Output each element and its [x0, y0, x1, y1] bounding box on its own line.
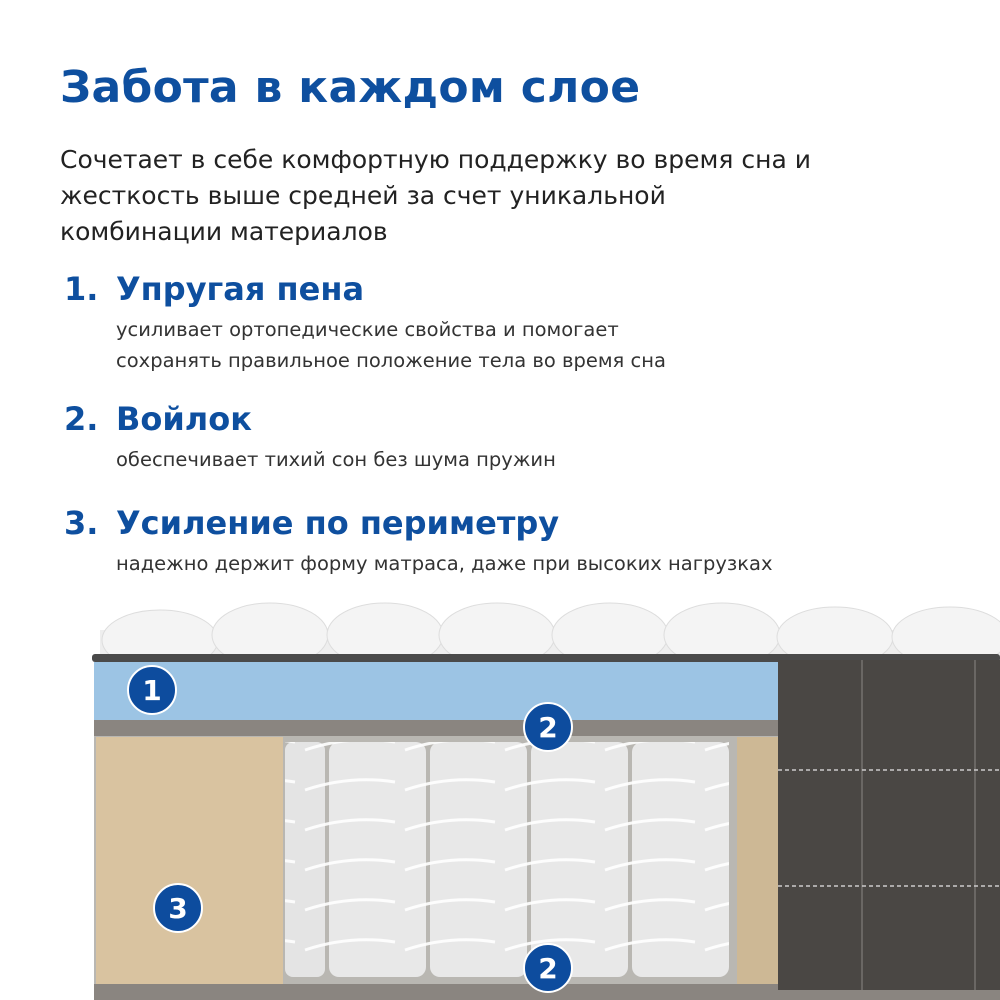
intro-line: Сочетает в себе комфортную поддержку во время сна и: [60, 145, 811, 174]
feature-elastic-foam: [64, 270, 666, 376]
badge-felt-top: 2: [523, 702, 573, 752]
feature-title: Усиление по периметру: [116, 504, 560, 542]
intro-line: комбинации материалов: [60, 217, 388, 246]
mattress-illustration: [0, 600, 1000, 1000]
feature-desc: усиливает ортопедические свойства и помогает: [116, 318, 619, 341]
springs: [285, 742, 729, 977]
badge-perimeter: 3: [153, 883, 203, 933]
feature-perimeter: [64, 504, 773, 579]
feature-desc: обеспечивает тихий сон без шума пружин: [116, 448, 556, 471]
side-cover: [778, 660, 1000, 990]
foam-layer: [94, 662, 778, 720]
feature-title: Войлок: [116, 400, 252, 438]
intro-text: [60, 142, 811, 250]
intro-line: жесткость выше средней за счет уникальной: [60, 181, 666, 210]
perimeter-right: [737, 737, 778, 984]
felt-layer-top: [94, 720, 778, 736]
badge-foam: 1: [127, 665, 177, 715]
perimeter-left: [96, 737, 283, 984]
feature-number: 2.: [64, 400, 99, 438]
feature-desc: надежно держит форму матраса, даже при высоких нагрузках: [116, 552, 773, 575]
page-title: Забота в каждом слое: [60, 62, 641, 113]
feature-title: Упругая пена: [116, 270, 365, 308]
feature-desc: сохранять правильное положение тела во время сна: [116, 349, 666, 372]
badge-felt-bottom: 2: [523, 943, 573, 993]
feature-number: 1.: [64, 270, 99, 308]
feature-number: 3.: [64, 504, 99, 542]
feature-felt: [64, 400, 556, 475]
